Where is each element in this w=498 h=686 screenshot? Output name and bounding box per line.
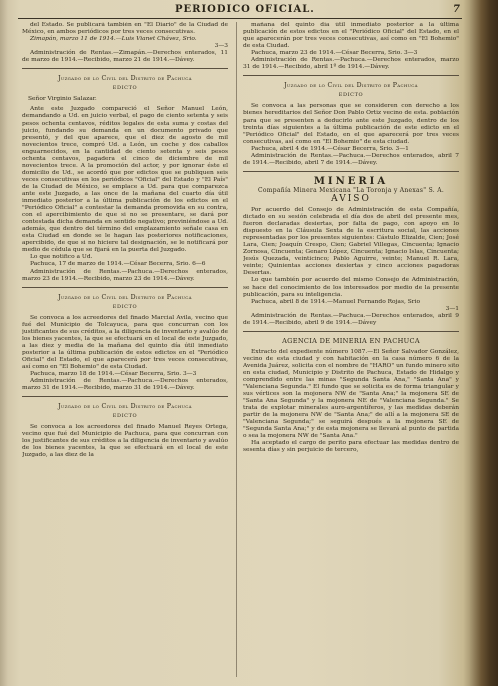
separator — [243, 331, 459, 332]
rentas-note: Administración de Rentas.—Pachuca.—Derechos enterados, abril 7 de 1914.—Recibido, abril 7 de 1914.—Dávey. — [243, 152, 459, 166]
separator — [22, 68, 228, 69]
publication-count: 3—1 — [445, 305, 459, 312]
separator — [243, 75, 459, 76]
court-heading: Juzgado de lo Civil del Distrito de Pachuca — [58, 75, 192, 83]
book-spine — [470, 0, 498, 686]
aviso-signature: Pachuca, abril 8 de 1914.—Manuel Fernando Rojas, Srio — [251, 298, 420, 305]
notice-signature: Zimapán, marzo 11 de 1914.—Luis Vianet Chávez, Srio. — [30, 36, 197, 43]
agency-body: Extracto del expediente número 1087.—El Señor Salvador González, vecino de esta ciudad y con habitación en la casa número 6 de la Avenida Juárez, solicita con el nombre de "HARO" un fundo minero sito en esta ciudad, Municipio y Distrito de Pachuca, Estado de Hidalgo y comprendido entre las minas "Segunda Santa Ana," "Santa Ana" y "Valenciana Segunda." El fundo que se solicita es de forma triangular y sus vértices son la mojonera NW de "Santa Ana;" la mojonera SE de "Santa Ana Segunda" y la mojonera NE de "Valenciana Segunda." Se trata de explotar minerales auro-argentíferos, y las medidas deberán partir de la mojonera NW de "Santa Ana;" de allí a la mojonera SE de "Valenciana Segunda;" se seguirá después a la mojonera SE de "Segunda Santa Ana;" y de esta mojonera se llevará al punto de partida o sea la mojonera NW de "Santa Ana." — [243, 348, 459, 440]
notice-signature: Pachuca, marzo 23 de 1914.—César Becerra, Srio. 3—3 — [251, 50, 418, 57]
notice-paragraph: mañana del quinto día útil inmediato posterior a la última publicación de estos edictos en el "Periódico Oficial" del Estado, en el que aparecerán por tres veces consecutivas, así como en "El Bohemio" de esta Ciudad. — [243, 22, 459, 50]
court-heading: Juzgado de lo Civil del Distrito de Pachuca — [58, 403, 192, 411]
rentas-note: Administración de Rentas.—Pachuca.—Derechos enterados, marzo 31 de 1914.—Recibido, marzo 31 de 1914.—Dávey. — [22, 378, 228, 392]
addressee: Señor Virginio Salazar. — [28, 96, 97, 103]
aviso-heading: AVISO — [331, 193, 371, 204]
edicto-signature: Pachuca, 17 de marzo de 1914.—César Becerra, Srio. 6—6 — [30, 261, 206, 268]
left-column — [22, 22, 228, 682]
rentas-note: Administración de Rentas.—Zimapán.—Derechos enterados, 11 de marzo de 1914.—Recibido, marzo 21 de 1914.—Dávey. — [22, 50, 228, 64]
edicto-label: EDICTO — [112, 85, 138, 92]
page-number: 7 — [453, 4, 460, 15]
notice-paragraph: del Estado. Se publicará también en "El Diario" de la Ciudad de México, en ambos periódicos por tres veces consecutivas. — [22, 22, 228, 36]
separator — [22, 287, 228, 288]
aviso-body: Por acuerdo del Consejo de Administración de esta Compañía, dictado en su sesión celebrada el día dos de abril del presente mes, fueron declaradas desiertas, por falta de pago, con apoyo en lo dispuesto en la Cláusula Sexta de la escritura social, las acciones representadas por los presentes siguientes: Cástulo Elizalde, Cien; José Lara, Cien; Joaquín Crespo, Cien; Gabriel Villegas, Cincuenta; Ignacio Zornosa, Cincuenta; Genaro López, Cincuenta; Ignacio Islas, Cincuenta; Jesús Quezada, veinticinco; Pablo Aguirre, veinte; Manuel R. Lara, veinte; Quinientas acciones desiertas y cinco acciones pagadoras Desertas. — [243, 206, 459, 277]
rentas-note: Administración de Rentas.—Pachuca.—Derechos enterados, abril 9 de 1914.—Recibido, abril 9 de 1914.—Dávey — [243, 312, 459, 326]
edicto-body: Ante este Juzgado compareció el Señor Manuel León, demandando a Ud. en juicio verbal, el pago de ciento setenta y seis pesos ochenta centavos, réditos legales de esta suma y costas del juicio, fundando su demanda en un documento privado que presentó, y del que aparece, que el diez de agosto de mil novecientos trece, compró Ud. a León, un coche y dos caballos enguarnecidos, en la cantidad de ciento setenta y seis pesos ochenta centavos, pagadera el cinco de diciembre de mil novecientos trece. A la promoción del actor, y por ignorar éste el domicilio de Ud., se acordó que por edictos que se publiquen seis veces consecutivas en los periódicos "Oficial" del Estado y "El País" de la Ciudad de México, se emplace a Ud. para que comparezca ante este Juzgado, a las once de la mañana del cuarto día útil inmediato posterior a la última publicación de los edictos en el "Periódico Oficial" a contestar la demanda promovida en su contra, con el apercibimiento de que si no se presentare, se dará por contestada dicha demanda en sentido negativo; previniéndose a Ud. además, que dentro del término del emplazamiento señale casa en esta Ciudad en donde se le hagan las posteriores notificaciones, apercibido, de que si no hiciere tal designación, se le notificará por medio de cédula que se fijará en la puerta del Juzgado. — [22, 106, 228, 254]
aviso-body: Lo que también por acuerdo del mismo Consejo de Administración, se hace del conocimiento de los interesados por medio de la presente publicación, para su inteligencia. — [243, 277, 459, 298]
agency-heading: AGENCIA DE MINERIA EN PACHUCA — [282, 336, 420, 345]
publication-count: 3—3 — [214, 43, 228, 50]
edicto-label: EDICTO — [112, 413, 138, 420]
rentas-note: Administración de Rentas.—Pachuca.—Derechos enterados, marzo 23 de 1914.—Recibido, marzo 23 de 1914.—Dávey. — [22, 268, 228, 282]
agency-body: Ha aceptado el cargo de perito para efectuar las medidas dentro de sesenta días y sin perjuicio de tercero, — [243, 440, 459, 454]
newspaper-title: PERIODICO OFICIAL. — [175, 4, 315, 15]
court-heading: Juzgado de lo Civil del Distrito de Pachuca — [284, 82, 418, 90]
edicto-signature: Pachuca, marzo 18 de 1914.—César Becerra, Srio. 3—3 — [30, 371, 197, 378]
company-name: Compañía Minera Mexicana "La Toronja y Anexas" S. A. — [257, 186, 445, 194]
edicto-body: Se convoca a los acreedores del finado Marcial Avila, vecino que fué del Municipio de Tolcayuca, para que concurran con los justificantes de sus créditos, a la diligencia de inventario y avalúo de los bienes yacentes, la que se efectuará en el local de este Juzgado, a las diez y media de la mañana del quinto día útil inmediato posterior a la última publicación de estos edictos en el "Periódico Oficial" del Estado, el que aparecerá por tres veces consecutivas, así como en "El Bohemio" de esta Ciudad. — [22, 314, 228, 371]
edicto-body: Se convoca a las personas que se consideren con derecho a los bienes hereditarios del Señor Don Pablo Ortiz vecino de esta. población para que se presenten a deducirlo ante este Juzgado, dentro de los treinta días siguientes a la última publicación de este edicto en el "Periódico Oficial" del Estado, en el que aparecerá por tres veces consecutivas, así como en "El Bohemio" de esta ciudad. — [243, 103, 459, 145]
right-column — [243, 22, 459, 682]
column-divider — [236, 22, 237, 677]
edicto-label: EDICTO — [112, 303, 138, 310]
section-heading: MINERIA — [313, 175, 389, 187]
header-rule — [18, 18, 462, 19]
edicto-body: Se convoca a los acreedores del finado Manuel Reyes Ortega, vecino que fué del Municipio de Pachuca, para que concurran con los justificantes de sus créditos a la diligencia de inventario y avalúo de los bienes yacentes, la que se efectuará en el local de este Juzgado, a las diez de la — [22, 424, 228, 459]
edicto-signature: Pachuca, abril 4 de 1914.—César Becerra, Srio. 3—1 — [251, 145, 409, 152]
separator — [243, 171, 459, 172]
court-heading: Juzgado de lo Civil del Distrito de Pachuca — [58, 293, 192, 301]
rentas-note: Administración de Rentas.—Pachuca.—Derechos enterados, marzo 31 de 1914.—Recibido, abril 1º de 1914.—Dávey. — [243, 57, 459, 71]
page-header — [20, 4, 460, 18]
edicto-close: Lo que notifico a Ud. — [30, 254, 93, 261]
edicto-label: EDICTO — [338, 92, 364, 99]
separator — [22, 396, 228, 397]
